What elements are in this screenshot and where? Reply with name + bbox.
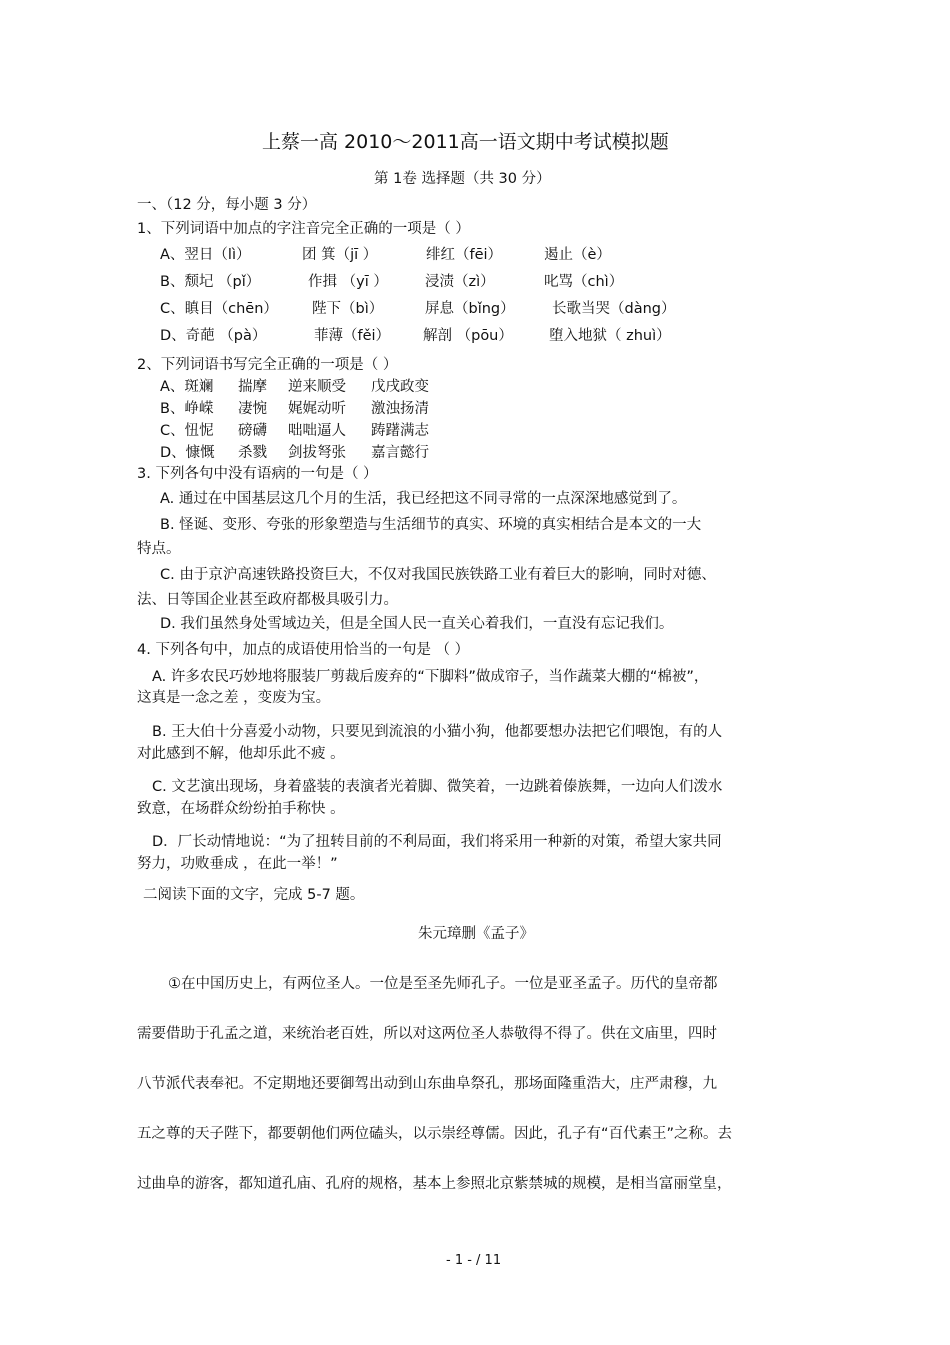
part-one-heading: 一、（12 分，每小题 3 分） [137, 197, 317, 213]
question-3-option-a: A. 通过在中国基层这几个月的生活，我已经把这不同寻常的一点深深地感觉到了。 [160, 491, 687, 507]
part-two-heading: 二阅读下面的文字，完成 5-7 题。 [143, 887, 365, 903]
option-cell: 凄惋 [238, 401, 267, 417]
question-4-option-d-cont: 努力，功败垂成 ，在此一举！” [137, 856, 338, 872]
option-cell: B、峥嵘 [160, 401, 214, 417]
option-cell: 绯红（fēi） [426, 247, 503, 263]
option-cell: D、慷慨 [160, 445, 215, 461]
option-cell: C、瞋目（chēn） [160, 301, 278, 317]
option-cell: D、奇葩 （pà） [160, 328, 267, 344]
passage-line: 五之尊的天子陛下，都要朝他们两位磕头，以示崇经尊儒。因此，孔子有“百代素王”之称。去 [137, 1126, 733, 1142]
option-cell: 揣摩 [238, 379, 267, 395]
question-3-option-c: C. 由于京沪高速铁路投资巨大，不仅对我国民族铁路工业有着巨大的影响，同时对德、 [160, 567, 716, 583]
question-2-row-a [160, 378, 460, 396]
passage-title: 朱元璋删《孟子》 [418, 926, 534, 942]
section-header: 第 1卷 选择题（共 30 分） [374, 171, 551, 187]
option-cell: C、忸怩 [160, 423, 214, 439]
question-3-option-b: B. 怪诞、变形、夸张的形象塑造与生活细节的真实、环境的真实相结合是本文的一大 [160, 517, 702, 533]
option-cell: 叱骂（chì） [544, 274, 624, 290]
option-cell: A、翌日（lì） [160, 247, 251, 263]
question-1-row-b [160, 273, 720, 291]
option-cell: 作揖 （yī ） [308, 274, 388, 290]
page-number: - 1 - / 11 [446, 1253, 502, 1268]
question-1-row-d [160, 327, 730, 345]
question-4-option-d: D．厂长动情地说：“为了扭转目前的不利局面，我们将采用一种新的对策，希望大家共同 [152, 834, 722, 850]
question-1-row-a [160, 246, 720, 264]
question-2-row-b [160, 400, 460, 418]
option-cell: 剑拔弩张 [288, 445, 346, 461]
option-cell: 逆来顺受 [288, 379, 346, 395]
question-2-stem: 2、下列词语书写完全正确的一项是（ ） [137, 357, 398, 373]
passage-line: 八节派代表奉祀。不定期地还要御驾出动到山东曲阜祭孔，那场面隆重浩大，庄严肃穆，九 [137, 1076, 717, 1092]
question-4-stem: 4. 下列各句中，加点的成语使用恰当的一句是 （ ） [137, 642, 470, 658]
question-3-option-c-cont: 法、日等国企业甚至政府都极具吸引力。 [137, 592, 398, 608]
passage-line: 过曲阜的游客，都知道孔庙、孔府的规格，基本上参照北京紫禁城的规模，是相当富丽堂皇， [137, 1176, 732, 1192]
option-cell: 菲薄（fěi） [314, 328, 391, 344]
question-4-option-b: B. 王大伯十分喜爱小动物，只要见到流浪的小猫小狗，他都要想办法把它们喂饱，有的人 [152, 724, 723, 740]
option-cell: A、斑斓 [160, 379, 214, 395]
question-3-stem: 3. 下列各句中没有语病的一句是（ ） [137, 466, 378, 482]
passage-line: 需要借助于孔孟之道，来统治老百姓，所以对这两位圣人恭敬得不得了。供在文庙里，四时 [137, 1026, 717, 1042]
question-4-option-a: A. 许多农民巧妙地将服装厂剪裁后废弃的“下脚料”做成帘子，当作蔬菜大棚的“棉被”， [152, 669, 709, 685]
question-1-row-c [160, 300, 730, 318]
question-2-row-c [160, 422, 460, 440]
question-4-option-a-cont: 这真是一念之差 ，变废为宝。 [137, 690, 331, 706]
question-4-option-b-cont: 对此感到不解，他却乐此不疲 。 [137, 746, 345, 762]
question-3-option-d: D. 我们虽然身处雪域边关，但是全国人民一直关心着我们，一直没有忘记我们。 [160, 616, 674, 632]
option-cell: 踌躇满志 [371, 423, 429, 439]
option-cell: 陛下（bì） [312, 301, 384, 317]
option-cell: 解剖 （pōu） [423, 328, 513, 344]
option-cell: 团 箕（jī ） [302, 247, 378, 263]
option-cell: 屏息（bǐng） [425, 301, 515, 317]
option-cell: 遏止（è） [544, 247, 611, 263]
option-cell: 激浊扬清 [371, 401, 429, 417]
option-cell: B、颓圮 （pǐ） [160, 274, 261, 290]
option-cell: 杀戮 [238, 445, 267, 461]
question-4-option-c-cont: 致意，在场群众纷纷拍手称快 。 [137, 801, 345, 817]
option-cell: 堕入地狱（ zhuì） [549, 328, 671, 344]
option-cell: 戊戌政变 [371, 379, 429, 395]
question-1-stem: 1、下列词语中加点的字注音完全正确的一项是（ ） [137, 221, 470, 237]
question-3-option-b-cont: 特点。 [137, 541, 181, 557]
question-2-row-d [160, 444, 460, 462]
question-4-option-c: C. 文艺演出现场，身着盛装的表演者光着脚、微笑着，一边跳着傣族舞，一边向人们泼水 [152, 779, 723, 795]
option-cell: 磅礴 [238, 423, 267, 439]
exam-title: 上蔡一高 2010～2011高一语文期中考试模拟题 [262, 131, 669, 153]
passage-line: ①在中国历史上，有两位圣人。一位是至圣先师孔子。一位是亚圣孟子。历代的皇帝都 [168, 976, 718, 992]
option-cell: 咄咄逼人 [288, 423, 346, 439]
option-cell: 嘉言懿行 [371, 445, 429, 461]
option-cell: 娓娓动听 [288, 401, 346, 417]
option-cell: 浸渍（zì） [425, 274, 495, 290]
option-cell: 长歌当哭（dàng） [552, 301, 676, 317]
